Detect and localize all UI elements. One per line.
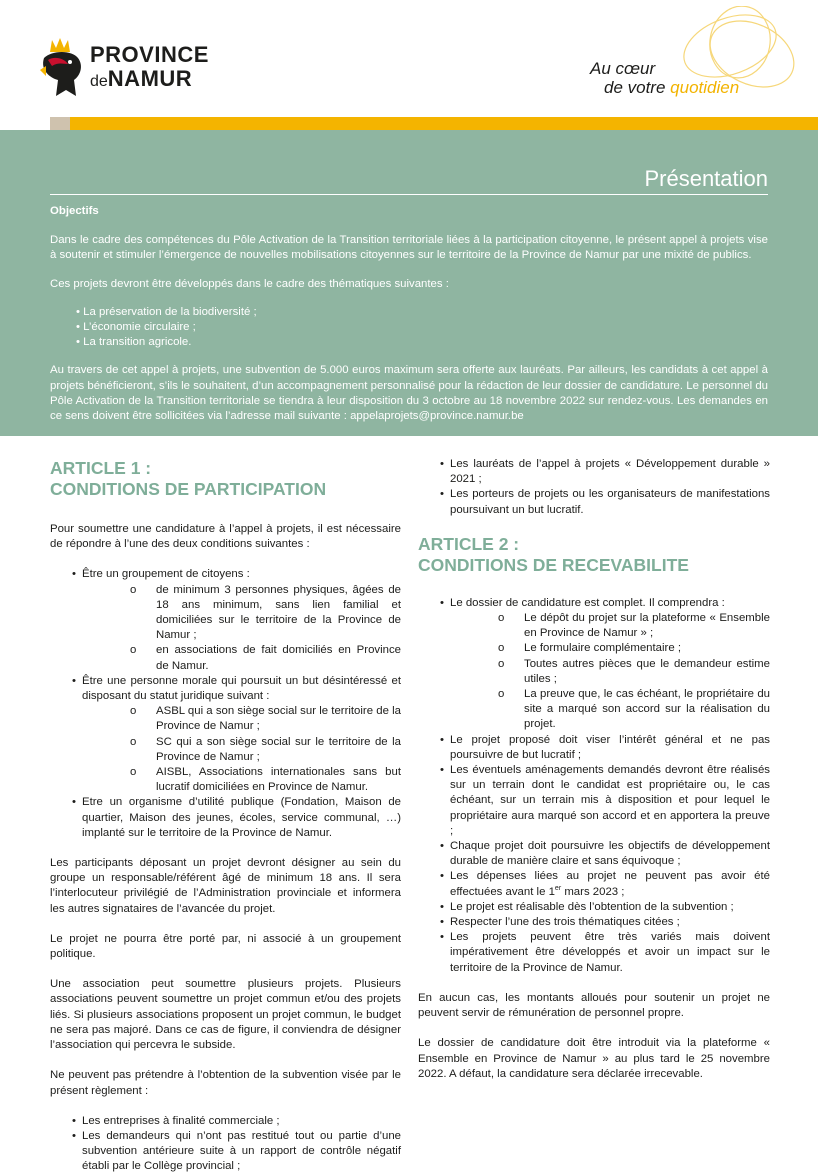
presentation-section: [0, 130, 818, 436]
condition-subitem: o AISBL, Associations internationales sans but lucratif domiciliées en Province de Namur.: [146, 765, 401, 795]
theme-item: • L’économie circulaire ;: [76, 320, 768, 335]
montants-paragraph: En aucun cas, les montants alloués pour soutenir un projet ne peuvent servir de rémunération de personnel propre.: [418, 991, 770, 1020]
recevabilite-item: • Respecter l’une des trois thématiques citées ;: [440, 915, 770, 930]
yellow-accent-bar: [70, 117, 818, 130]
exclusions-intro: Ne peuvent pas prétendre à l’obtention de la subvention visée par le présent règlement :: [50, 1069, 401, 1097]
presentation-divider: [50, 194, 768, 195]
referent-paragraph: Les participants déposant un projet devront désigner au sein du groupe un responsable/référent âgé de minimum 18 ans. Il sera l’interlocuteur privilégié de l’Administration provinciale et informera les autres signataires de l’avancée du projet.: [50, 857, 401, 915]
presentation-paragraph-1: Dans le cadre des compétences du Pôle Activation de la Transition territoriale liées à la participation citoyenne, le présent appel à projets vise à soutenir et stimuler l’émergence de nouvelles mobilisations citoyennes sur le territoire de la Province de Namur par une mixité de publics.: [50, 234, 768, 262]
logo-de: de: [90, 73, 108, 90]
slogan-line2: [604, 79, 739, 96]
recevabilite-item: • Les éventuels aménagements demandés devront être réalisés sur un terrain dont le candidat est propriétaire ou, le cas échéant, sur un terrain mis à disposition et pour lequel le propriétaire aura marqué son accord et en apportera la preuve ;: [440, 763, 770, 839]
exclusion-item: • Les demandeurs qui n’ont pas restitué tout ou partie d’une subvention antérieure suite à un rapport de contrôle négatif établi par le Collège provincial ;: [72, 1129, 401, 1175]
dossier-subitem: o La preuve que, le cas échéant, le propriétaire du site a marqué son accord sur la réalisation du projet.: [514, 687, 770, 733]
condition-subitem: o en associations de fait domiciliés en Province de Namur.: [146, 643, 401, 673]
dossier-subitem: o Toutes autres pièces que le demandeur estime utiles ;: [514, 657, 770, 687]
article-2-column: [418, 457, 770, 1097]
condition-subitem: o ASBL qui a son siège social sur le territoire de la Province de Namur ;: [146, 704, 401, 734]
logo-namur: NAMUR: [107, 66, 193, 91]
dossier-subitem: o Le dépôt du projet sur la plateforme « Ensemble en Province de Namur » ;: [514, 611, 770, 641]
presentation-paragraph-2: Ces projets devront être développés dans le cadre des thématiques suivantes :: [50, 277, 449, 290]
article-1-title-line1: ARTICLE 1 :: [50, 458, 152, 478]
condition-item: [72, 674, 401, 796]
slogan-line1: Au cœur: [590, 59, 656, 78]
article-2-title-line2: CONDITIONS DE RECEVABILITE: [418, 554, 689, 575]
recevabilite-text: Le dossier de candidature est complet. Il comprendra :: [450, 596, 725, 609]
exclusion-item: • Les lauréats de l’appel à projets « Développement durable » 2021 ;: [440, 457, 770, 487]
article-2-title: [418, 534, 770, 576]
slogan-de-votre: de votre: [604, 78, 666, 97]
dossier-subitem: o Le formulaire complémentaire ;: [514, 641, 770, 656]
recevabilite-list: [418, 596, 770, 976]
condition-item: • Etre un organisme d’utilité publique (Fondation, Maison de quartier, Maison des jeunes, écoles, service communal, …) implanté sur le territoire de la Province de Namur.: [72, 795, 401, 841]
slogan: [590, 60, 739, 96]
theme-item: • La préservation de la biodiversité ;: [76, 305, 768, 320]
exclusions-list-continued: [418, 457, 770, 518]
presentation-title: Présentation: [644, 166, 768, 191]
logo-province: PROVINCE: [90, 42, 209, 67]
objectifs-heading: Objectifs: [50, 205, 99, 217]
dossier-deadline-paragraph: Le dossier de candidature doit être introduit via la plateforme « Ensemble en Province de Namur » au plus tard le 25 novembre 2022. A défaut, la candidature sera déclarée irrecevable.: [418, 1037, 770, 1080]
condition-text: Être un groupement de citoyens :: [82, 568, 250, 581]
slogan-quotidien: quotidien: [670, 78, 740, 97]
recevabilite-item: • Le projet est réalisable dès l’obtention de la subvention ;: [440, 900, 770, 915]
politique-paragraph: Le projet ne pourra être porté par, ni associé à un groupement politique.: [50, 932, 401, 961]
condition-item: [72, 567, 401, 673]
article-2-title-line1: ARTICLE 2 :: [418, 533, 520, 554]
dossier-sublist: [450, 611, 770, 733]
condition-subitem: o de minimum 3 personnes physiques, âgées de 18 ans minimum, sans lien familial et domiciliées sur le territoire de la Province de Namur ;: [146, 583, 401, 644]
presentation-paragraph-3: Au travers de cet appel à projets, une subvention de 5.000 euros maximum sera offerte aux lauréats. Par ailleurs, les candidats à cet appel à projets bénéficieront, s’ils le souhaitent, d’un accompagnement personnalisé pour la rédaction de leur dossier de candidature. Le personnel du Pôle Activation de la Transition territoriale se tiendra à leur disposition du 3 octobre au 18 novembre 2022 sur rendez-vous. Les demandes en ce sens doivent être sollicitées via l’adresse mail suivante : appelaprojets@province.namur.be: [50, 364, 768, 423]
recevabilite-item: [440, 596, 770, 733]
recevabilite-item: • Chaque projet doit poursuivre les objectifs de développement durable de manière claire et sans équivoque ;: [440, 839, 770, 869]
condition-sublist: [82, 583, 401, 674]
recevabilite-item: • Le projet proposé doit viser l’intérêt général et ne pas poursuivre de but lucratif ;: [440, 733, 770, 763]
lion-emblem-icon: [38, 36, 86, 102]
article-1-column: [50, 458, 401, 1175]
condition-text: Être une personne morale qui poursuit un but désintéressé et disposant du statut juridique suivant :: [82, 674, 401, 703]
article-1-title: [50, 458, 401, 500]
logo-second-line: [90, 68, 209, 90]
recevabilite-item-depenses: [440, 869, 770, 899]
article-1-title-line2: CONDITIONS DE PARTICIPATION: [50, 479, 327, 499]
presentation-body: [50, 204, 768, 437]
province-logo[interactable]: [38, 36, 208, 106]
conditions-list: [50, 567, 401, 841]
condition-subitem: o SC qui a son siège social sur le territoire de la Province de Namur ;: [146, 735, 401, 765]
page-header: [0, 0, 818, 130]
association-paragraph: Une association peut soumettre plusieurs projets. Plusieurs associations peuvent soumettre un projet commun et/ou des projets liés. Si plusieurs associations proposent un projet commun, le budget ne sera pas majoré. Dans ce cas de figure, il conviendra de désigner l’association qui percevra le subside.: [50, 978, 401, 1052]
depenses-date: mars 2023 ;: [561, 885, 625, 898]
exclusion-item: • Les porteurs de projets ou les organisateurs de manifestations poursuivant un but lucratif.: [440, 487, 770, 517]
exclusions-list: [50, 1114, 401, 1175]
article-1-intro: Pour soumettre une candidature à l’appel à projets, il est nécessaire de répondre à l’une des deux conditions suivantes :: [50, 523, 401, 551]
theme-item: • La transition agricole.: [76, 335, 768, 350]
condition-sublist: [82, 704, 401, 795]
depenses-superscript: er: [554, 884, 562, 892]
recevabilite-item: • Les projets peuvent être très variés mais doivent impérativement être développés et avoir un impact sur le territoire de la Province de Namur.: [440, 930, 770, 976]
exclusion-item: • Les entreprises à finalité commerciale ;: [72, 1114, 401, 1129]
themes-list: [50, 305, 768, 351]
logo-wordmark: [90, 44, 209, 90]
depenses-text: Les dépenses liées au projet ne peuvent pas avoir été effectuées avant le 1: [450, 870, 770, 898]
